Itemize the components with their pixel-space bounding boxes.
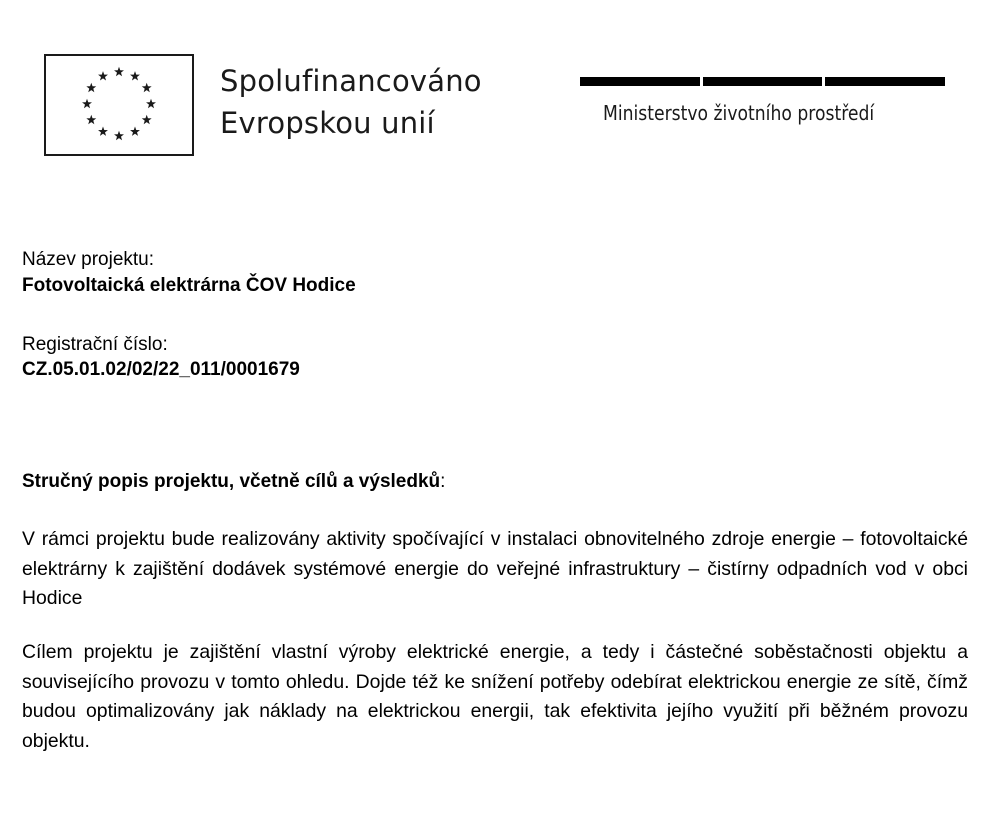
eu-star-icon: [98, 71, 108, 80]
project-name-label: Název projektu:: [22, 249, 155, 270]
description-paragraph-1: V rámci projektu bude realizovány aktivity spočívající v instalaci obnovitelného zdroje energie – fotovoltaické elektrárny k zajištění dodávek systémové energie do veřejné infrastruktury – čistírny odpadních vod v obci Hodice: [22, 528, 968, 609]
description-heading-text: Stručný popis projektu, včetně cílů a výsledků: [22, 471, 441, 492]
project-name-value: Fotovoltaická elektrárna ČOV Hodice: [22, 275, 356, 296]
eu-star-icon: [142, 83, 152, 92]
description-heading-colon: :: [440, 471, 446, 492]
eu-star-icon: [114, 131, 124, 140]
eu-star-icon: [130, 127, 140, 136]
eu-star-icon: [82, 99, 92, 108]
eu-star-icon: [142, 115, 152, 124]
eu-star-icon: [86, 83, 96, 92]
eu-text-line-1: Spolufinancováno: [220, 64, 482, 98]
eu-star-icon: [146, 99, 156, 108]
registration-number-label: Registrační číslo:: [22, 334, 168, 355]
ministry-name: Ministerstvo životního prostředí: [603, 101, 875, 125]
eu-stars-ring: [46, 56, 192, 154]
eu-star-icon: [130, 71, 140, 80]
ministry-bar: [825, 77, 945, 86]
registration-number-value: CZ.05.01.02/02/22_011/0001679: [22, 359, 300, 380]
ministry-bars-icon: [580, 77, 945, 86]
description-heading: [22, 470, 445, 494]
eu-flag-icon: [44, 54, 194, 156]
eu-star-icon: [98, 127, 108, 136]
eu-star-icon: [114, 67, 124, 76]
ministry-bar: [703, 77, 823, 86]
description-paragraph-2: Cílem projektu je zajištění vlastní výroby elektrické energie, a tedy i částečné soběstačnosti objektu a souvisejícího provozu v tomto ohledu. Dojde též ke snížení potřeby odebírat elektrickou energie ze sítě, čímž budou optimalizovány jak náklady na elektrickou energii, tak efektivita jejího využití při běžném provozu objektu.: [22, 641, 968, 752]
ministry-bar: [580, 77, 700, 86]
eu-text-line-2: Evropskou unií: [220, 106, 435, 140]
eu-cofinancing-text: [220, 60, 482, 144]
eu-star-icon: [86, 115, 96, 124]
